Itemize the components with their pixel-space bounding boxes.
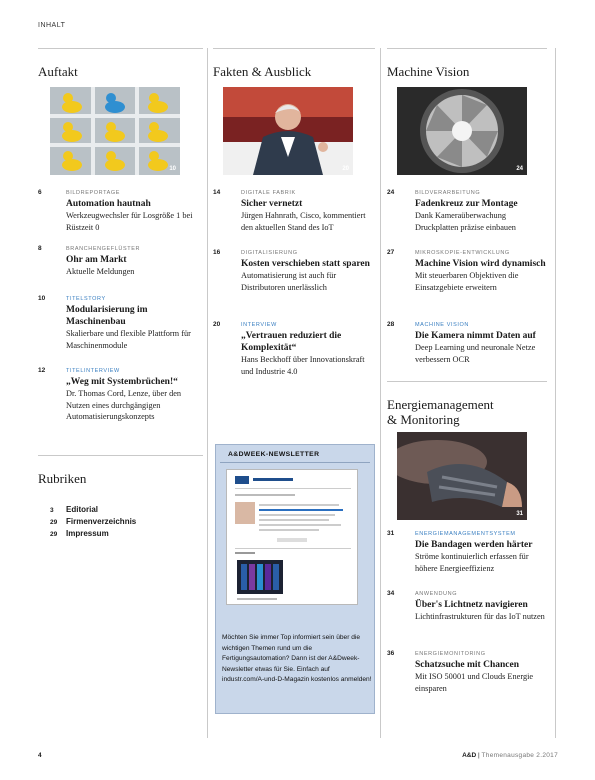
speaker-photo [223, 87, 353, 175]
image-page-number: 10 [169, 166, 176, 172]
footer-issue-text: Themenausgabe 2.2017 [481, 752, 558, 759]
section-title-vision: Machine Vision [387, 64, 470, 79]
footer-issue: A&D | Themenausgabe 2.2017 [462, 752, 558, 759]
section-title-energie: Energiemanagement & Monitoring [387, 397, 494, 427]
section-title-auftakt: Auftakt [38, 64, 78, 79]
toc-entry[interactable]: 24 BILDVERARBEITUNG Fadenkreuz zur Montage Dank Kameraüberwachung Druckplatten präzise einbauen [387, 189, 518, 232]
speaker-illustration [223, 87, 353, 175]
rubrik-item[interactable]: 3 Editorial [50, 505, 99, 514]
column-fakten [213, 48, 375, 391]
newsletter-text: Möchten Sie immer Top informiert sein über die wichtigen Themen rund um die Fertigungsautomation? Dann ist der A&Dweek-Newsletter etwas für Sie. Einfach auf industr.com/A-und-D-Magazin kostenlos anmelden! [222, 634, 372, 683]
newsletter-preview-illustration [227, 470, 358, 605]
ducks-illustration [50, 87, 180, 175]
rubrik-item[interactable]: 29 Impressum [50, 529, 109, 538]
image-page-number: 20 [342, 166, 349, 172]
toc-entry[interactable]: 31 ENERGIEMANAGEMENTSYSTEM Die Bandagen werden härter Ströme kontinuierlich erfassen für höhere Energieeffizienz [387, 530, 533, 573]
newsletter-screenshot [226, 469, 358, 605]
section-title-fakten: Fakten & Ausblick [213, 64, 312, 79]
column-divider [207, 48, 208, 738]
image-page-number: 24 [516, 166, 523, 172]
footer-brand: A&D [462, 752, 477, 759]
toc-entry[interactable]: 10 TITELSTORY Modularisierung im Maschinenbau Skalierbare und flexible Plattform für Maschinenmodule [38, 295, 191, 350]
toc-entry[interactable]: 16 DIGITALISIERUNG Kosten verschieben statt sparen Automatisierung ist auch für Distributoren unerlässlich [213, 249, 370, 292]
toc-entry[interactable]: 28 MACHINE VISION Die Kamera nimmt Daten auf Deep Learning und neuronale Netze verbessern OCR [387, 321, 536, 364]
section-header: INHALT [38, 22, 66, 29]
newsletter-title: A&DWEEK-NEWSLETTER [220, 445, 370, 463]
newsletter-box [215, 444, 375, 714]
rubrik-item[interactable]: 29 Firmenverzeichnis [50, 517, 137, 526]
rubriken-list [38, 504, 203, 540]
toc-entry[interactable]: 34 ANWENDUNG Über's Lichtnetz navigieren Lichtinfrastrukturen für das IoT nutzen [387, 590, 545, 621]
toc-entry[interactable]: 14 DIGITALE FABRIK Sicher vernetzt Jürgen Hahnrath, Cisco, kommentiert den aktuellen Stand des IoT [213, 189, 366, 232]
camera-lens-image [397, 87, 527, 175]
bandage-hand-image [397, 432, 527, 520]
section-title-rubriken: Rubriken [38, 471, 87, 486]
toc-entry[interactable]: 27 MIKROSKOPIE-ENTWICKLUNG Machine Vision wird dynamisch Mit steuerbaren Objektiven die Einsatzgebiete erweitern [387, 249, 546, 292]
image-page-number: 31 [516, 511, 523, 517]
page-number: 4 [38, 752, 42, 759]
column-divider [555, 48, 556, 738]
column-vision [387, 48, 547, 702]
column-divider [380, 48, 381, 738]
column-auftakt [38, 48, 203, 540]
bandage-illustration [397, 432, 527, 520]
toc-entry[interactable]: 36 ENERGIEMONITORING Schatzsuche mit Chancen Mit ISO 50001 und Clouds Energie einsparen [387, 650, 534, 693]
toc-entry[interactable]: 8 BRANCHENGEFLÜSTER Ohr am Markt Aktuelle Meldungen [38, 245, 141, 276]
toc-entry[interactable]: 12 TITELINTERVIEW „Weg mit Systembrüchen!“ Dr. Thomas Cord, Lenze, über den Nutzen eines durchgängigen Automatisierungskonzepts [38, 367, 182, 421]
toc-entry[interactable]: 20 INTERVIEW „Vertrauen reduziert die Komplexität“ Hans Beckhoff über Innovationskraft und Industrie 4.0 [213, 321, 365, 376]
toc-entry[interactable]: 6 BILDREPORTAGE Automation hautnah Werkzeugwechsler für Losgröße 1 bei Rüstzeit 0 [38, 189, 193, 232]
ducks-image [50, 87, 180, 175]
aperture-illustration [397, 87, 527, 175]
